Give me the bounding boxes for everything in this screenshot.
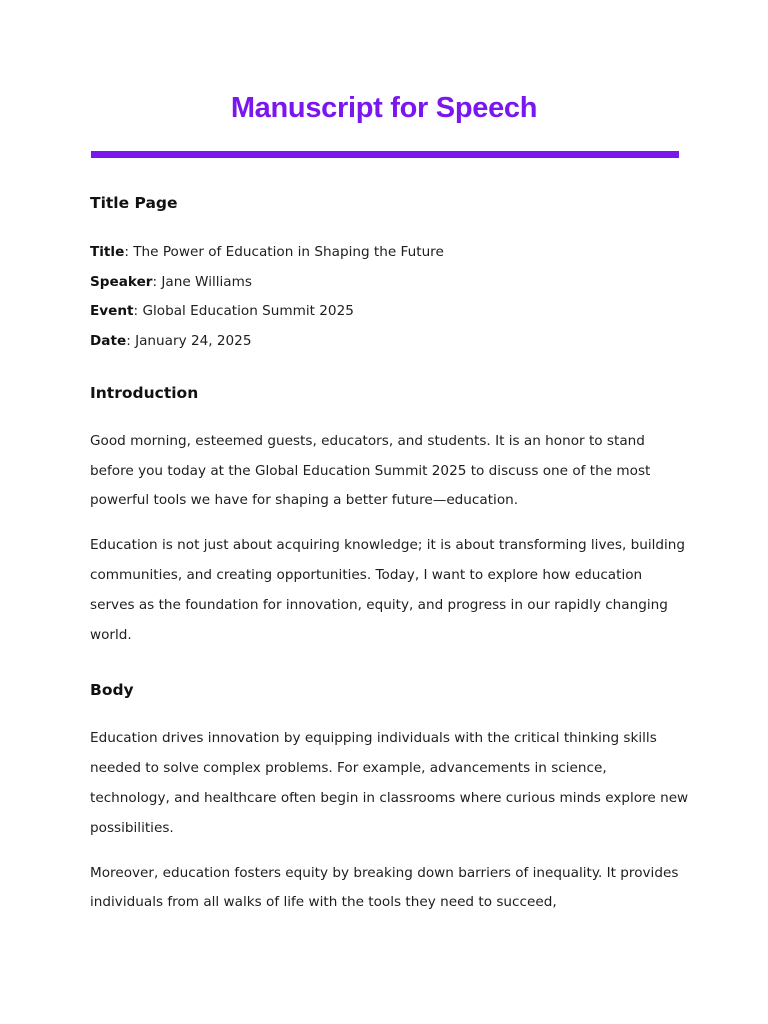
field-title-key: Title	[90, 244, 125, 260]
section-heading-introduction: Introduction	[90, 383, 199, 402]
field-speaker-key: Speaker	[90, 273, 153, 290]
body-paragraph-1: Education drives innovation by equipping individuals with the critical thinking skills needed to solve complex problems. For example, advancements in science, technology, and healthcare often begin in classrooms where curious minds explore new possibilities.	[90, 730, 689, 836]
field-event	[90, 297, 690, 327]
introduction-paragraph-2: Education is not just about acquiring knowledge; it is about transforming lives, building communities, and creating opportunities. Today, I want to explore how education serves as the foundation for innovation, equity, and progress in our rapidly changing world.	[90, 537, 686, 643]
field-speaker	[90, 268, 690, 298]
field-title	[90, 238, 690, 268]
field-date-value: : January 24, 2025	[126, 333, 252, 350]
document-content	[90, 190, 690, 918]
field-event-key: Event	[90, 303, 134, 320]
title-divider	[91, 151, 679, 158]
field-event-value: : Global Education Summit 2025	[133, 303, 354, 320]
section-heading-body: Body	[90, 681, 134, 700]
section-heading-title-page: Title Page	[90, 194, 178, 212]
field-title-value: : The Power of Education in Shaping the Future	[124, 244, 444, 260]
field-speaker-value: : Jane Williams	[152, 273, 252, 290]
body-paragraph-2: Moreover, education fosters equity by breaking down barriers of inequality. It provides individuals from all walks of life with the tools they need to succeed,	[90, 864, 679, 911]
field-date-key: Date	[90, 333, 127, 350]
document-title: Manuscript for Speech	[230, 92, 538, 124]
introduction-paragraph-1: Good morning, esteemed guests, educators, and students. It is an honor to stand before you today at the Global Education Summit 2025 to discuss one of the most powerful tools we have for shaping a better future—education.	[90, 432, 651, 509]
title-page-fields	[90, 238, 690, 357]
field-date	[90, 327, 690, 357]
